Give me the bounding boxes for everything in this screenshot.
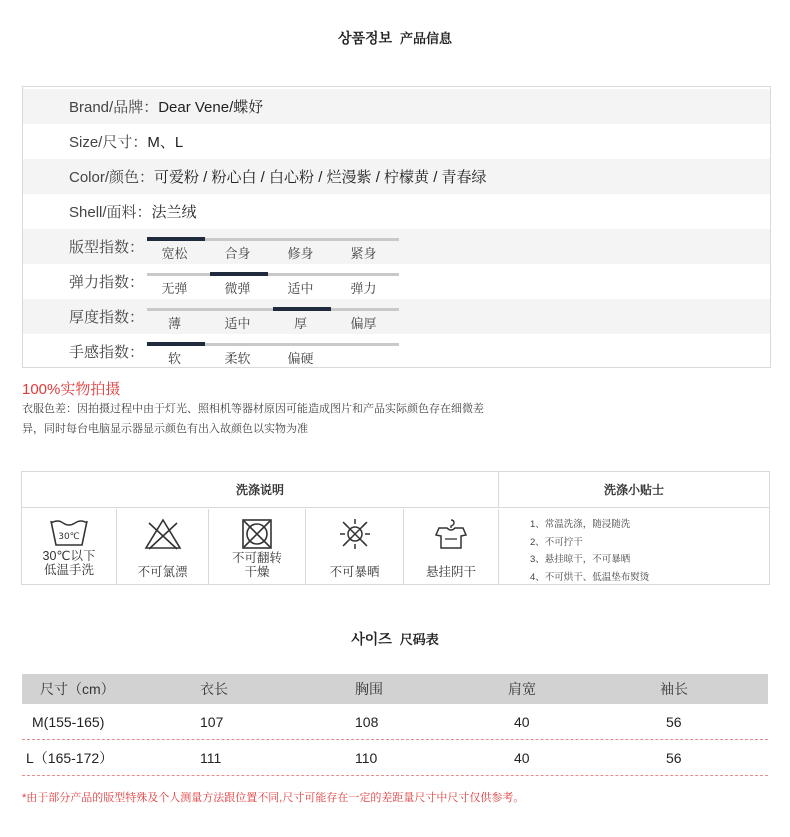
shoulder-cell: 40	[514, 713, 530, 730]
brand-value: Dear Vene/蝶妤	[158, 99, 264, 116]
thickness-index-scale	[147, 308, 399, 330]
wash-care-table	[21, 471, 770, 585]
no-chlorine-icon	[143, 517, 183, 551]
size-cell: M(155-165)	[32, 713, 105, 730]
stretch-index-label: 弹力指数：	[69, 274, 145, 291]
wash-item-no-tumble	[209, 509, 306, 585]
size-label: Size/尺寸：	[69, 134, 148, 151]
stretch-index-scale	[147, 273, 399, 295]
scale-option: 软	[167, 351, 181, 366]
scale-option: 紧身	[350, 246, 377, 261]
scale-option: 柔软	[224, 351, 251, 366]
scale-option: 薄	[167, 316, 181, 331]
wash-30-label-1: 30℃以下	[42, 549, 96, 563]
table-row	[22, 704, 768, 740]
size-footnote: *由于部分产品的版型特殊及个人测量方法跟位置不同,尺寸可能存在一定的差距量尺寸中尺寸仅供参考。	[22, 792, 525, 804]
no-sun-label: 不可暴晒	[329, 565, 380, 579]
thickness-index-row	[23, 299, 770, 334]
sleeve-cell: 56	[666, 713, 682, 730]
scale-option: 适中	[287, 281, 314, 296]
product-info-box	[22, 86, 771, 368]
wash-30-icon	[48, 517, 90, 549]
scale-option: 偏厚	[350, 316, 377, 331]
size-chart-title	[0, 629, 790, 649]
brand-row	[23, 89, 770, 124]
scale-option: 微弹	[224, 281, 251, 296]
hang-dry-icon	[433, 517, 469, 551]
no-tumble-label-2: 干燥	[244, 565, 270, 579]
color-note-line1: 衣服色差：因拍摄过程中由于灯光、照相机等器材原因可能造成图片和产品实际颜色存在细微差	[22, 403, 484, 415]
wash-item-no-sun	[306, 509, 404, 585]
scale-option: 合身	[224, 246, 251, 261]
no-sun-icon	[337, 517, 373, 551]
no-tumble-dry-icon	[240, 517, 274, 551]
product-info-title-ko: 상품정보	[337, 30, 393, 46]
scale-option: 宽松	[161, 246, 188, 261]
size-table	[22, 674, 768, 776]
shell-label: Shell/面料：	[69, 204, 152, 221]
color-row	[23, 159, 770, 194]
chest-col-header: 胸围	[355, 681, 383, 697]
color-note-line2: 异，同时每台电脑显示器显示颜色有出入故颜色以实物为准	[22, 423, 308, 435]
wash-tip-item: 4、不可烘干、低温垫布熨烫	[530, 571, 650, 583]
sleeve-cell: 56	[666, 749, 682, 766]
size-cell: L（165-172）	[26, 749, 114, 766]
size-row	[23, 124, 770, 159]
shell-value: 法兰绒	[151, 204, 197, 221]
wash-30-label-2: 低温手洗	[43, 563, 94, 577]
wash-item-no-chlorine	[117, 509, 209, 585]
svg-text:30℃: 30℃	[58, 532, 80, 542]
hand-feel-index-label: 手感指数：	[69, 344, 145, 361]
color-label: Color/颜色：	[69, 169, 155, 186]
wash-tips-header: 洗涤小贴士	[499, 472, 769, 508]
scale-option: 修身	[287, 246, 314, 261]
photo-note	[22, 378, 484, 439]
wash-item-30c	[22, 509, 117, 585]
scale-selected-marker	[147, 237, 205, 241]
stretch-index-row	[23, 264, 770, 299]
no-chlorine-label: 不可氯漂	[137, 565, 188, 579]
hang-dry-label: 悬挂阴干	[425, 565, 476, 579]
size-table-header	[22, 674, 768, 704]
hand-feel-index-row	[23, 334, 770, 369]
size-col-header: 尺寸（cm）	[40, 681, 115, 697]
scale-option: 弹力	[350, 281, 377, 296]
size-value: M、L	[147, 134, 184, 151]
scale-option: 厚	[293, 316, 307, 331]
length-col-header: 衣长	[200, 681, 228, 697]
wash-item-hang-dry	[404, 509, 499, 585]
fit-index-row	[23, 229, 770, 264]
fit-index-label: 版型指数：	[69, 239, 145, 256]
chest-cell: 108	[355, 713, 379, 730]
scale-option: 无弹	[161, 281, 188, 296]
length-cell: 111	[200, 749, 222, 766]
no-tumble-label-1: 不可翻转	[231, 551, 282, 565]
scale-selected-marker	[273, 307, 331, 311]
scale-option: 偏硬	[287, 351, 314, 366]
scale-track	[147, 273, 399, 276]
shell-row	[23, 194, 770, 229]
wash-tips-list	[530, 516, 649, 586]
wash-tip-item: 2、不可拧干	[530, 536, 583, 548]
table-row	[22, 740, 768, 776]
color-value: 可爱粉 / 粉心白 / 白心粉 / 烂漫紫 / 柠檬黄 / 青春绿	[154, 169, 487, 186]
shoulder-col-header: 肩宽	[508, 681, 536, 697]
chest-cell: 110	[355, 749, 378, 766]
scale-selected-marker	[147, 342, 205, 346]
wash-instructions-header: 洗涤说明	[22, 472, 499, 508]
wash-tip-item: 3、悬挂晾干，不可暴晒	[530, 554, 631, 565]
real-photo-headline: 100%实物拍摄	[22, 381, 121, 398]
wash-tip-item: 1、常温洗涤，随浸随洗	[530, 519, 631, 530]
hand-feel-index-scale	[147, 343, 399, 365]
scale-option: 适中	[224, 316, 251, 331]
shoulder-cell: 40	[514, 749, 530, 766]
sleeve-col-header: 袖长	[660, 681, 688, 697]
brand-label: Brand/品牌：	[69, 99, 159, 116]
product-info-title-zh: 产品信息	[399, 31, 452, 46]
product-info-title	[0, 28, 790, 48]
thickness-index-label: 厚度指数：	[69, 309, 145, 326]
scale-selected-marker	[210, 272, 268, 276]
length-cell: 107	[200, 713, 224, 730]
size-chart-title-zh: 尺码表	[399, 632, 439, 647]
fit-index-scale	[147, 238, 399, 260]
size-chart-title-ko: 사이즈	[351, 631, 392, 647]
